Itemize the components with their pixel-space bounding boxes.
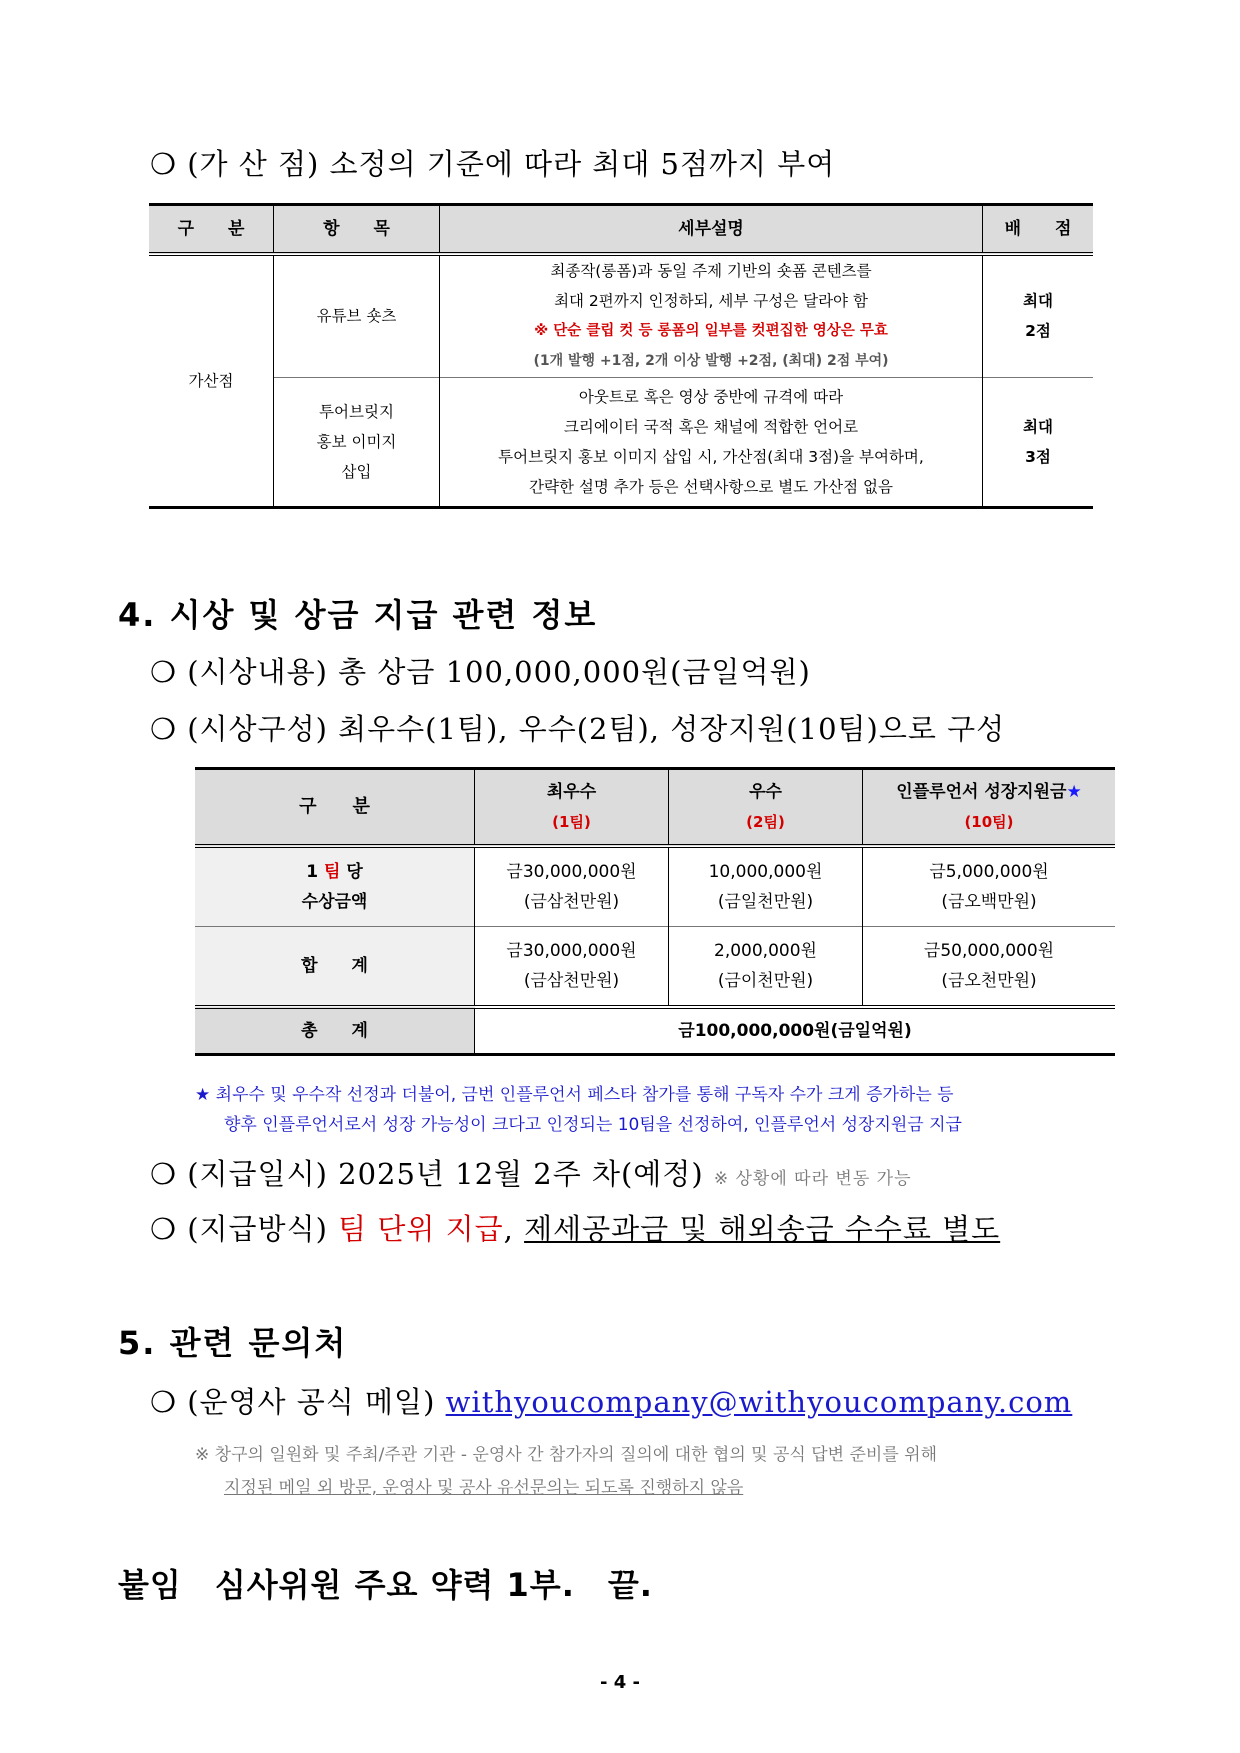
payment-method-bullet: ❍ (지급방식) 팀 단위 지급, 제세공과금 및 해외송금 수수료 별도	[150, 1212, 1001, 1246]
header-item: 항 목	[274, 205, 440, 254]
table-row	[195, 846, 1115, 927]
prize-table	[195, 767, 1115, 1056]
page-number: - 4 -	[600, 1672, 640, 1693]
header-excellence: 우수 (2팀)	[669, 769, 863, 846]
header-category: 구 분	[149, 205, 274, 254]
contact-note-1: ※ 창구의 일원화 및 주최/주관 기관 - 운영사 간 참가자의 질의에 대한 협의 및 공식 답변 준비를 위해	[195, 1445, 938, 1465]
payment-date-bullet: ❍ (지급일시) 2025년 12월 2주 차(예정) ※ 상황에 따라 변동 가능	[150, 1157, 912, 1191]
score-cell: 최대 3점	[983, 378, 1094, 508]
amount-cell: 10,000,000원 (금일천만원)	[669, 846, 863, 927]
desc-cell	[440, 254, 983, 378]
table-row	[149, 254, 1093, 378]
amount-cell: 금50,000,000원 (금오천만원)	[863, 927, 1116, 1007]
sub-line: (1개 발행 +1점, 2개 이상 발행 +2점, (최대) 2점 부여)	[533, 353, 889, 370]
per-team-label: 1 팀 당 수상금액	[195, 846, 475, 927]
growth-fund-note-2: 향후 인플루언서로서 성장 가능성이 크다고 인정되는 10팀을 선정하여, 인플루언서 성장지원금 지급	[224, 1115, 962, 1135]
header-category: 구 분	[195, 769, 475, 846]
table-row	[195, 927, 1115, 1007]
table-row	[195, 1007, 1115, 1055]
desc-line: 최대 2편까지 인정하되, 세부 구성은 달라야 함	[554, 292, 868, 311]
total-value: 금100,000,000원(금일억원)	[475, 1007, 1116, 1055]
subtotal-label: 합 계	[195, 927, 475, 1007]
star-icon: ★	[1066, 781, 1082, 802]
header-score: 배 점	[983, 205, 1094, 254]
amount-cell: 금30,000,000원 (금삼천만원)	[475, 846, 669, 927]
item-cell: 유튜브 숏츠	[274, 254, 440, 378]
amount-cell: 금30,000,000원 (금삼천만원)	[475, 927, 669, 1007]
section-5-title: 5. 관련 문의처	[118, 1324, 348, 1362]
bonus-bullet: ❍ (가 산 점) 소정의 기준에 따라 최대 5점까지 부여	[150, 147, 836, 181]
total-label: 총 계	[195, 1007, 475, 1055]
attachment-line: 붙임 심사위원 주요 약력 1부. 끝.	[118, 1566, 653, 1604]
warning-line: ※ 단순 클립 컷 등 롱폼의 일부를 컷편집한 영상은 무효	[534, 323, 888, 340]
desc-cell: 아웃트로 혹은 영상 중반에 규격에 따라 크리에이터 국적 혹은 채널에 적합한 언어로 투어브릿지 홍보 이미지 삽입 시, 가산점(최대 3점)을 부여하며, 간략한 설명 추가 등은 선택사항으로 별도 가산점 없음	[440, 378, 983, 508]
item-cell: 투어브릿지 홍보 이미지 삽입	[274, 378, 440, 508]
email-link[interactable]: withyoucompany@withyoucompany.com	[445, 1385, 1073, 1419]
award-content-bullet: ❍ (시상내용) 총 상금 100,000,000원(금일억원)	[150, 655, 811, 689]
score-cell: 최대 2점	[983, 254, 1094, 378]
amount-cell: 금5,000,000원 (금오백만원)	[863, 846, 1116, 927]
desc-line: 최종작(롱폼)과 동일 주제 기반의 숏폼 콘텐츠를	[550, 262, 872, 281]
contact-note-2: 지정된 메일 외 방문, 운영사 및 공사 유선문의는 되도록 진행하지 않음	[224, 1478, 744, 1498]
header-top-prize: 최우수 (1팀)	[475, 769, 669, 846]
header-growth-fund: 인플루언서 성장지원금★ (10팀)	[863, 769, 1116, 846]
section-4-title: 4. 시상 및 상금 지급 관련 정보	[118, 596, 598, 634]
bonus-table	[149, 203, 1093, 509]
award-structure-bullet: ❍ (시상구성) 최우수(1팀), 우수(2팀), 성장지원(10팀)으로 구성	[150, 712, 1006, 746]
table-row	[149, 378, 1093, 508]
category-cell: 가산점	[149, 254, 274, 508]
contact-bullet: ❍ (운영사 공식 메일) withyoucompany@withyoucompany.com	[150, 1385, 1073, 1419]
header-desc: 세부설명	[440, 205, 983, 254]
growth-fund-note-1: ★ 최우수 및 우수작 선정과 더불어, 금번 인플루언서 페스타 참가를 통해 구독자 수가 크게 증가하는 등	[195, 1085, 954, 1105]
amount-cell: 2,000,000원 (금이천만원)	[669, 927, 863, 1007]
